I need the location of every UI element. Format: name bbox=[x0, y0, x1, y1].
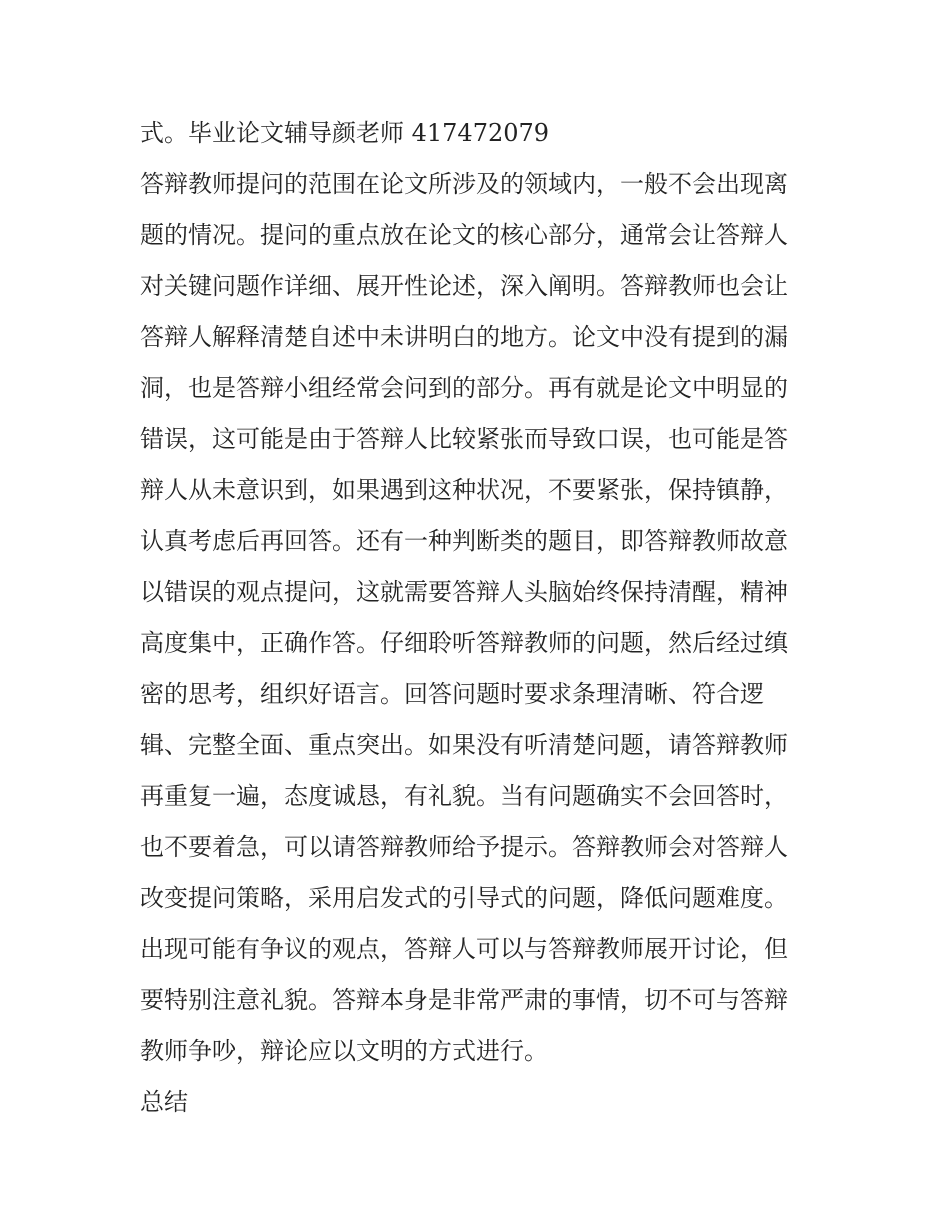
section-heading-summary: 总结 bbox=[140, 1088, 188, 1116]
text-line: 以错误的观点提问，这就需要答辩人头脑始终保持清醒，精神 bbox=[140, 578, 788, 606]
text-line: 再重复一遍，态度诚恳，有礼貌。当有问题确实不会回答时， bbox=[140, 782, 788, 810]
text-line: 辑、完整全面、重点突出。如果没有听清楚问题，请答辩教师 bbox=[140, 731, 788, 759]
text-line: 题的情况。提问的重点放在论文的核心部分，通常会让答辩人 bbox=[140, 221, 788, 249]
text-line: 错误，这可能是由于答辩人比较紧张而导致口误，也可能是答 bbox=[140, 425, 788, 453]
text-line: 教师争吵，辩论应以文明的方式进行。 bbox=[140, 1037, 548, 1065]
text-line: 高度集中，正确作答。仔细聆听答辩教师的问题，然后经过缜 bbox=[140, 629, 788, 657]
text-line: 密的思考，组织好语言。回答问题时要求条理清晰、符合逻 bbox=[140, 680, 764, 708]
text-line: 答辩人解释清楚自述中未讲明白的地方。论文中没有提到的漏 bbox=[140, 323, 788, 351]
text-line: 洞，也是答辩小组经常会问到的部分。再有就是论文中明显的 bbox=[140, 374, 788, 402]
text-line: 认真考虑后再回答。还有一种判断类的题目，即答辩教师故意 bbox=[140, 527, 788, 555]
text-line: 对关键问题作详细、展开性论述，深入阐明。答辩教师也会让 bbox=[140, 272, 788, 300]
text-line-continuation: 式。毕业论文辅导颜老师 417472079 bbox=[140, 119, 550, 147]
text-line: 要特别注意礼貌。答辩本身是非常严肃的事情，切不可与答辩 bbox=[140, 986, 788, 1014]
text-line: 辩人从未意识到，如果遇到这种状况，不要紧张，保持镇静， bbox=[140, 476, 788, 504]
text-line: 也不要着急，可以请答辩教师给予提示。答辩教师会对答辩人 bbox=[140, 833, 788, 861]
text-line: 出现可能有争议的观点，答辩人可以与答辩教师展开讨论，但 bbox=[140, 935, 788, 963]
text-line: 答辩教师提问的范围在论文所涉及的领域内，一般不会出现离 bbox=[140, 170, 788, 198]
text-line: 改变提问策略，采用启发式的引导式的问题，降低问题难度。 bbox=[140, 884, 788, 912]
document-body bbox=[140, 108, 820, 1128]
